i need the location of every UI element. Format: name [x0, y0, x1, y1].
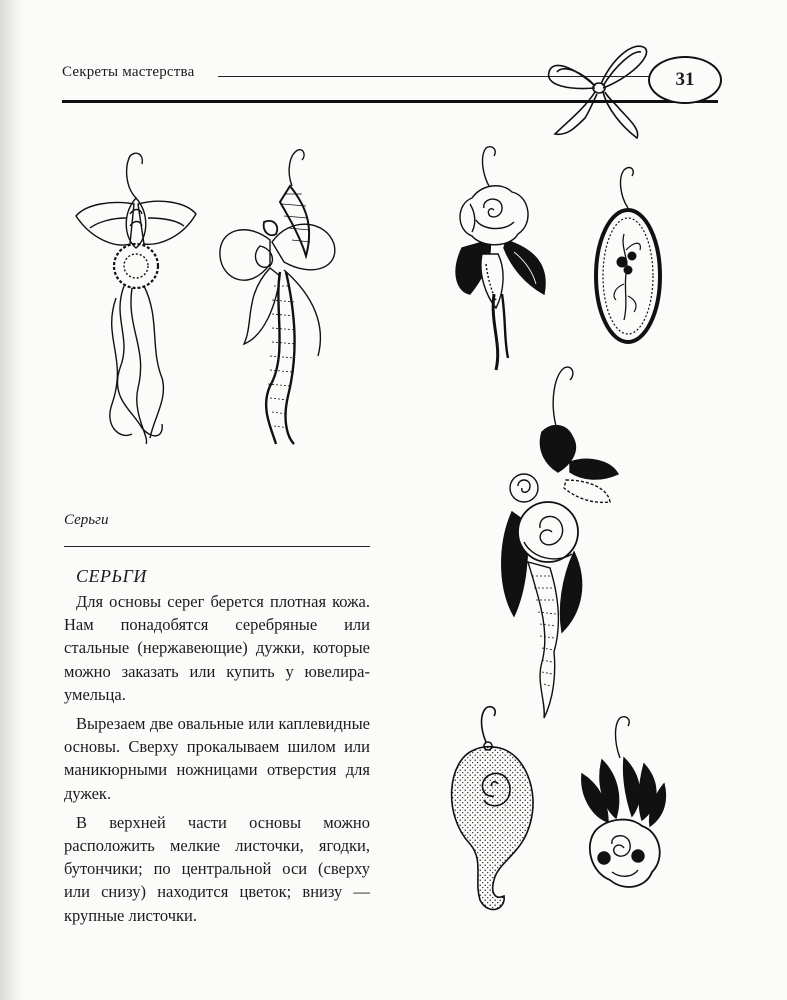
earring-leaves-flower-icon: [72, 148, 202, 448]
ribbon-bow-icon: [545, 38, 655, 143]
earring-flower-bow-icon: [214, 146, 344, 450]
page-edge-shadow: [0, 0, 22, 1000]
paragraph: Для основы серег берется плотная кожа. Нам понадобятся серебряные или стальные (нержавеющие) дужки, которые можно заказать или купить у ювелира-умельца.: [64, 592, 370, 704]
earring-rose-leaves-icon: [446, 144, 552, 376]
paragraph: Вырезаем две овальные или каплевидные основы. Сверху прокалываем шилом или маникюрными ножницами отверстия для дужек.: [64, 714, 370, 803]
section-title: СЕРЬГИ: [76, 566, 147, 586]
earring-oval-frame-icon: [590, 164, 668, 346]
figure-caption: Серьги: [64, 512, 109, 528]
body-text: [64, 590, 370, 933]
caption-rule: [64, 546, 370, 547]
earring-spiral-drop-icon: [444, 704, 550, 916]
paragraph: В верхней части основы можно расположить мелкие листочки, ягодки, бутончики; по центральной оси (сверху или снизу) находится цветок; внизу — крупные листочки.: [64, 812, 370, 925]
earring-long-rose-icon: [492, 362, 628, 726]
earring-flower-fan-icon: [574, 712, 670, 896]
running-title: Секреты мастерства: [62, 64, 195, 80]
page-number: 31: [648, 56, 722, 104]
